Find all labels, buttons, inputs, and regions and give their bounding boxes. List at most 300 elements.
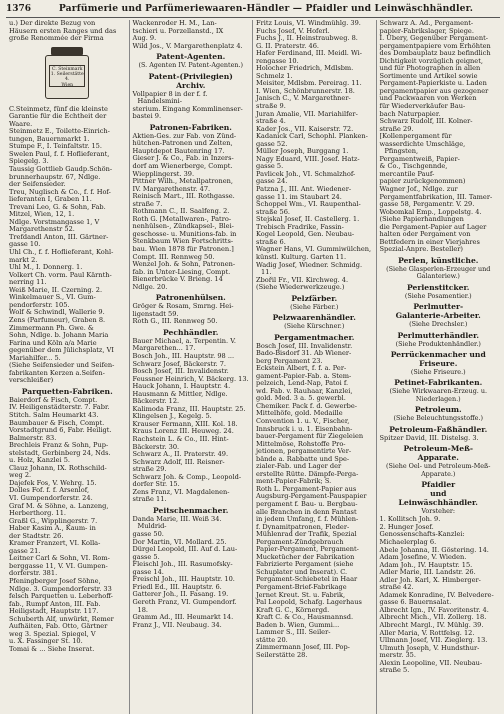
directory-entry-line: Nagy Eduard, VIII. Josef. Hatz- <box>256 154 360 163</box>
directory-entry-line: Schoppel Wm., VI. Raupenthal- <box>256 200 361 209</box>
directory-entry-line: erstellte Rütte. Dämpfe-Perga- <box>256 469 359 478</box>
directory-entry-line: Trefdandl Anton, III. Gärtner- <box>9 232 109 241</box>
directory-entry-line: verschleißer) <box>9 376 54 385</box>
directory-entry-line: Friedl Ed., III. Hauptstr. 6. <box>132 582 222 591</box>
section-heading-pergamentmacher: Pergamentmacher. <box>274 332 355 342</box>
directory-entry-line: Heiligstadt, Hauptstr. 117. <box>9 607 99 616</box>
directory-entry-line: fab. in Unter-Liesing, Compt. <box>132 267 231 276</box>
directory-entry-line: Mühlenrad der Trafik, Spezial <box>256 530 357 539</box>
directory-entry-line: pergamentpapiere vom Erhöhten <box>379 41 491 50</box>
directory-entry-line: Schwarz A. Ad., Pergament- <box>379 20 474 27</box>
directory-entry-line: Steinmetz E., Toilette-Einrich- <box>9 127 110 136</box>
column-1 <box>6 20 130 714</box>
directory-entry-line: 2. Hunger Josef. <box>379 522 434 531</box>
directory-entry-line: Adler Joh. Karl, X. Himberger- <box>379 575 481 584</box>
directory-entry-line: gament-Papier-Fab. a. Stem- <box>256 371 352 380</box>
directory-entry-line: VI. Gumpendorferstr. 24. <box>9 493 93 502</box>
directory-entry-line: des Dombauplatz bauz befindlich <box>379 49 491 58</box>
directory-entry-line: Zbořil Fr., VII. Kirchweg. 4. <box>256 275 349 284</box>
directory-entry-line: Schwarz Joh. & Comp., Leopold- <box>132 472 242 481</box>
directory-entry-line: Kader Jos., VII. Kaiserstr. 72. <box>256 124 354 133</box>
directory-entry-line: straße 29. <box>379 124 414 133</box>
section-sub-petinet: (Siehe Wirkwaaren-Erzeug. u. Niederlagen.) <box>389 387 488 403</box>
directory-entry-line: Mucketücher der Fabrikation <box>256 552 355 561</box>
section-heading-perrueckenmacher: Perrückenmacher und Friseure. <box>390 349 486 368</box>
section-heading-patronen-fabriken: Patronen-Fabriken. <box>149 122 232 132</box>
directory-entry-line: Gieser J. & Co., Fab. in Inzers- <box>132 154 234 163</box>
directory-entry-line: Zimmermann Josef, III. Pop- <box>256 643 350 652</box>
directory-entry-line: Juran Amalie, VII. Mariahilfer- <box>256 109 358 118</box>
directory-entry-line: gasse 52. <box>256 139 288 148</box>
directory-entry-line: gasse 10. <box>9 240 41 249</box>
directory-entry-line: Spezial-Anpre. Besteller) <box>379 245 463 254</box>
directory-entry-line: Kraft C. & Co., Hausmannsd. <box>256 613 354 622</box>
section-sub-perlmutterhaendler: (Siehe Produktenhändler.) <box>395 339 481 348</box>
section-sub-perrueckenmacher: (Siehe Friseure.) <box>410 367 466 376</box>
directory-entry-line: gasse 14. <box>132 567 164 576</box>
directory-entry-line: fab., Rumpf Anton, III. Fab. <box>9 599 101 608</box>
directory-entry-line: Schuberth Alf, unwürkt, Remer <box>9 614 114 623</box>
directory-entry-line: Clauz Johann, IX. Rothschild- <box>9 463 107 472</box>
directory-entry-line: und Packwaaren von Werken <box>379 94 477 103</box>
directory-entry-line: Hauck Johann, I. Hauptstr. 4. <box>132 382 231 391</box>
directory-entry-line: Roth G., III. Rennweg 50. <box>132 317 218 326</box>
col2-entries-c <box>133 133 250 291</box>
directory-entry-line: Jernet Kreut. St. u. Fabrik, <box>256 590 346 599</box>
directory-entry-line: weg 2. <box>9 471 32 480</box>
directory-entry-line: Adam Josefine, V. Wieden. <box>379 553 467 562</box>
section-sub-petroleum: (Siehe Beleuchtungsstoffe.) <box>393 414 483 423</box>
directory-entry-line: berggasse 11, V. VI. Gumpen- <box>9 561 108 570</box>
directory-entry-line: Bienerbrücke V. Brieng. 14 <box>132 275 223 284</box>
section-sub-perlenstitcker: (Siehe Posamentier.) <box>404 291 472 300</box>
directory-entry-line: papier zurückgenommen) <box>379 177 466 186</box>
directory-entry-line: Albrecht Mich., VII. Zollerg. 18. <box>379 613 487 622</box>
directory-entry-line: Gatterer Joh., II. Fasang. 19. <box>132 590 229 599</box>
directory-entry-line: Klingelsen J., Kegelg. 5. <box>132 412 212 421</box>
directory-entry-line: künstl. Kulturg. Garten 11. <box>256 252 347 261</box>
directory-entry-line: Bosch Joh., III. Hauptstr. 98 ... <box>132 352 235 360</box>
section-heading-patent-agenten: Patent-Agenten. <box>156 52 226 62</box>
directory-entry-line: Albrecht Ign., IV. Favoritenstr. 4. <box>379 605 489 614</box>
directory-entry-line: IV. Heiligenstädterstr. 7. Fabr. <box>9 403 110 412</box>
directory-entry-line: gasse 5. <box>256 162 284 171</box>
directory-entry-line: Zimmermann Ph. Gwe. & <box>9 323 94 332</box>
section-heading-petroleum: Petroleum. <box>414 405 462 415</box>
directory-entry-line: gasse 5. <box>132 552 160 561</box>
directory-entry-line: Graßl G., Wipplingerstr. 7. <box>9 516 98 525</box>
directory-entry-line: Freischl Joh., III. Hauptstr. 10. <box>132 575 235 584</box>
directory-entry-line: lieferanten I, Graben 11. <box>9 195 92 204</box>
directory-entry-line: Rothmann C., II. Saalfeng. 2. <box>132 207 230 216</box>
directory-entry-line: alle Branchen in denn Fantast <box>256 507 357 516</box>
directory-entry-line: Bettfedern in einer Vierjahres <box>379 237 480 246</box>
column-2 <box>130 20 254 714</box>
directory-entry-line: weg 3. Spezial. Spiegel, V <box>9 629 96 638</box>
directory-entry-line: fabrikanten Kerzen a.Seifen- <box>9 368 105 377</box>
directory-entry-line: Pal Leopold, Schafg. Lagerhaus <box>256 598 362 607</box>
directory-entry-line: Janisch C., V. Margarethner- <box>256 94 351 103</box>
directory-entry-line: die Pergament-Papier auf Lager <box>379 222 487 231</box>
directory-entry-line: Adler Marie, III. Landstr. 26. <box>379 568 476 577</box>
directory-entry-line: pelzeich, Lend-Nap, Patoi f. <box>256 379 349 388</box>
directory-entry-line: Aktien-Ges. zur Fab. von Zünd- <box>132 131 237 140</box>
directory-entry-line: Sohn, Ndlge. b. Johann Maria <box>9 331 109 340</box>
directory-entry-line: Wenzel Joh. & Sohn, Patronen- <box>132 260 236 269</box>
directory-entry-line: (Siehe Seifensieder und Seifen- <box>9 361 115 370</box>
section-sub-vorsteher: Vorsteher: <box>421 506 456 515</box>
directory-entry-line: bauer-Pergament für Ziegeleien <box>256 432 364 441</box>
running-title: Parfümerie und Parfümeriewaaren-Händler — Pfaidler und Leinwäschhändler. <box>58 3 474 14</box>
directory-entry-line: Stenkbaum Wien Fortschritts- <box>132 237 234 246</box>
directory-entry-line: Schwarz A., II. Praterstr. 49. <box>132 450 229 459</box>
directory-entry-line: Bäckerstr. 12. <box>132 397 180 406</box>
column-4 <box>377 20 501 714</box>
directory-entry-line: gasse 58, Pergamentr. V. 29. <box>379 200 475 209</box>
directory-entry-line: Haber Kasim A., Kaum- in <box>9 524 96 533</box>
directory-entry-line: Farina und Köln a/a Marie <box>9 338 97 347</box>
directory-entry-line: Margarethenstr 52. <box>9 225 75 234</box>
directory-entry-line: Danda Marie, III. Weiß 34. Muldrid- <box>132 514 222 531</box>
section-heading-perlmutterhaendler: Perlmutterhändler. <box>397 330 480 340</box>
directory-entry-line: Feussner Heinrich, V. Bäckerg. 13. <box>132 374 249 383</box>
directory-entry-line: gegenüber dem Jülichsplatz, VI <box>9 346 114 355</box>
directory-entry-line: Hauptdepot Bautenring 17. <box>132 146 225 155</box>
directory-entry-line: Trebisch Fradrike, Fassin- <box>256 222 344 231</box>
directory-entry-line: G. II. Praterstr. 46. <box>256 41 319 50</box>
section-heading-perlmutter-galanterie: Perlmutter- Galanterie-Arbeiter. <box>395 302 481 321</box>
directory-entry-line: mercantile Pauf- <box>379 169 435 178</box>
directory-entry-line: brunnerhaupstr. 67, Ndlge. <box>9 172 101 181</box>
directory-entry-line: Dürgel Leopold, III. Auf d. Lau- <box>132 545 238 554</box>
directory-entry-line: Kraus Lorenz III. Heuweg. 24. <box>132 427 234 436</box>
section-sub-perlmutter-galanterie: (Siehe Drechsler.) <box>409 320 468 329</box>
directory-entry-line: Vollpapier 8 in der f. f. Handelsmini- <box>132 89 208 106</box>
column-3 <box>253 20 377 714</box>
directory-entry-line: wasserdichte Umschläge, Pfingsten, <box>379 139 466 156</box>
directory-entry-line: stelstadt, Gerbinberg 24, Nds. <box>9 448 111 457</box>
directory-entry-line: Genossenschafts-Kanzlei: <box>379 530 465 539</box>
section-sub-pelzfaerber: (Siehe Färber.) <box>290 302 339 311</box>
section-heading-pelzwaarenhaendler: Pelzwaarenhändler. <box>272 313 356 323</box>
directory-entry-line: Gröger & Rosam, Smrng. Hei- <box>132 302 234 311</box>
directory-entry-line: bach Naturpapier. <box>379 109 441 118</box>
directory-entry-line: halten oder Pergament von <box>379 230 471 239</box>
directory-entry-line: Dolles Fof. f. f. Arsenlof, <box>9 486 90 495</box>
directory-entry-line: rengasse 10. <box>256 56 299 65</box>
directory-entry-line: Tomai & ... Siehe Inserat. <box>9 644 95 653</box>
directory-entry-line: papier-Fabrikslager, Spiege. <box>379 26 474 35</box>
directory-entry-line: (Siehe Papierhandlungen <box>379 215 464 224</box>
directory-entry-line: bände a. Rabbatte und Spe- <box>256 454 350 463</box>
section-sub-petroleum-mess: (Siehe Oel- und Petroleum-Meß-Apparate.) <box>386 462 491 478</box>
directory-entry-line: ment-Papier-Fabrik; S. <box>256 477 332 486</box>
directory-entry-line: gasse 6. Bauernsalat. <box>379 598 452 607</box>
directory-entry-line: Aller Maria, V. Rottfelsg. 12. <box>379 628 475 637</box>
directory-entry-line: Kogel Leopold, Gen. Neubau- <box>256 230 355 239</box>
directory-entry-line: straße 6. <box>256 237 286 246</box>
col1-entries-b <box>9 397 126 654</box>
directory-entry-line: pendorferstr. 105. <box>9 300 70 309</box>
directory-entry-line: Bado-Bisdorf 31. Ab Wiener- <box>256 349 352 358</box>
section-heading-petroleum-mess: Petroleum-Meß- Apparate. <box>403 444 473 463</box>
col4-entries-a <box>380 20 498 254</box>
directory-entry-line: Meisiter, Mdlsbm. Pereirag. 11. <box>256 79 362 88</box>
jar-label: C. Steinmark 1. Seilerstätte 4. Wien <box>50 66 84 88</box>
directory-entry-line: Chemiker. Pack f. d. Gewerbe- <box>256 401 357 410</box>
directory-entry-line: Krauser Fermann, XIII. Kol. 18. <box>132 419 238 428</box>
directory-entry-line: Garantie für die Echtheit der <box>9 112 107 121</box>
directory-entry-line: merstr. 35. <box>379 651 416 660</box>
directory-entry-line: Hausmann & Mittler, Ndlge. <box>132 389 228 398</box>
directory-entry-line: Pergamentweiß, Papier- <box>379 154 460 163</box>
section-sub-patent-agenten: (S. Agenten IV. Patent-Agenten.) <box>138 61 243 70</box>
directory-entry-line: Bäckerstr. 30. <box>132 442 180 451</box>
directory-entry-line: Kraft G. C., Körnergd. <box>256 605 330 614</box>
directory-entry-line: tschieri u. Porzellanstd., IX <box>132 26 224 35</box>
section-heading-pelzfaerber: Pelzfärber. <box>291 293 338 303</box>
directory-entry-line: Pergament-Zündgebrauch <box>256 537 344 546</box>
directory-entry-line: Volkert Ch. vorm. Paul Kärnth- <box>9 270 112 279</box>
directory-entry-line: Lammer S., III. Seiler- <box>256 628 331 637</box>
directory-entry-line: Pittner Wilh., Metallpatronen, <box>132 177 234 186</box>
directory-entry-line: Convention 1. u. V., Fischer, <box>256 416 350 425</box>
directory-entry-line: gasse 11. im Staubart 24. <box>256 192 342 201</box>
directory-entry-line: Baierdorf & Fisch, Compt. <box>9 395 98 404</box>
directory-entry-line: Vorstadtgrund 6, Fabr. Heiligt. <box>9 426 112 435</box>
directory-entry-line: felsch Parquetten u. Leberhoff- <box>9 592 113 601</box>
section-heading-perlenstitcker: Perlenstitcker. <box>407 282 470 292</box>
directory-entry-line: Ndlge. Vorstmangasse 1, V <box>9 217 100 226</box>
col3-entries-a <box>256 20 373 292</box>
section-heading-parquetten: Parquetten-Fabriken. <box>21 386 113 396</box>
directory-entry-line: ligenstadt 59. <box>132 309 179 318</box>
section-sub-perlen: (Siehe Glasperlen-Erzeuger und Galanteriew.) <box>386 264 491 281</box>
directory-entry-line: Mitzel, Wien, 12, 1. <box>9 210 75 219</box>
directory-entry-line: Treu, Nuglisch & Co., f. f. Hof- <box>9 187 111 196</box>
page-header <box>6 3 500 18</box>
col4-entries-i <box>380 435 498 443</box>
directory-entry-line: I. Übery, Gegenüber Pergament- <box>379 34 488 43</box>
directory-entry-line: gold. Med. 3 a. 5. gewerbl. <box>256 394 346 403</box>
directory-entry-line: Sortimente und Artikel sowie <box>379 71 478 80</box>
directory-entry-line: u. Holz, Kanzlei 5. <box>9 456 71 465</box>
col2-top <box>133 20 250 50</box>
directory-entry-line: Pergamentfabrikation, III. Tamer- <box>379 192 493 201</box>
directory-entry-line: Abele Johanna, II. Göstering. 14. <box>379 545 489 554</box>
directory-entry-line: Bauer Michael, a. Terpentin. V. <box>132 336 236 345</box>
directory-entry-line: geschosse- u. Munitions-fab. in <box>132 229 237 238</box>
directory-entry-line: hütchen-Patronen und Zelten, <box>132 139 233 148</box>
directory-entry-line: Brechleis Franz & Sohn, Pup- <box>9 441 109 450</box>
directory-entry-line: straße 7. <box>132 199 163 208</box>
directory-entry-line: Kramer Franzert, VI. Kolla- <box>9 539 101 548</box>
directory-entry-line: Dichtigkeit vorzüglich geignet, <box>379 56 483 65</box>
directory-entry-line: Augsburg-Pergament-Pauspapier <box>256 492 367 501</box>
directory-entry-line: Kalimoda Franz, III. Hauptstr. 25. <box>132 404 246 413</box>
directory-entry-line: Swelen Paul, f. f. Hoflieferant, <box>9 149 110 158</box>
directory-entry-line: für Wiederverkäufer Bau- <box>379 102 466 111</box>
directory-entry-line: Holocher Friedrich, Mdlsbm. <box>256 64 354 73</box>
directory-entry-line: Wadig Josef, Wiedner. Schmidg. 11. <box>256 260 363 277</box>
directory-entry-line: bastei 9. <box>132 112 162 121</box>
directory-entry-line: Pfeningberger Josef Söhne, <box>9 577 101 585</box>
directory-entry-line: berg Pergament 23. <box>256 356 323 365</box>
section-sub-pelzwaarenhaendler: (Siehe Kürschner.) <box>284 322 345 331</box>
directory-entry-line: Gereth Franz, VI. Gumpendorf. 18. <box>132 597 237 614</box>
directory-entry-line: straße 5. <box>379 666 410 675</box>
directory-entry-line: gasse 24. <box>256 177 288 186</box>
col2-entries-d <box>133 303 250 326</box>
directory-entry-line: Ullmann Josef, VII. Zieglerg. 13. <box>379 636 488 645</box>
directory-entry-line: Fuchs J., II. Heinstraubweg. 8. <box>256 34 358 43</box>
directory-entry-line: u. X. Fassinger St. 10. <box>9 637 83 646</box>
directory-entry-line: dorferstr. 381. <box>9 569 58 578</box>
directory-entry-line: Pavlicek Joh., VI. Schmalzhof- <box>256 169 356 178</box>
directory-entry-line: Adamek Konradine, IV. Belvedere- <box>379 590 494 599</box>
directory-entry-line: Patzna J., III. Ant. Wiedener- <box>256 185 352 194</box>
directory-entry-line: wd. Fab. v. Rauhaar, Kanzlei, <box>256 386 353 395</box>
directory-entry-line: Herberthorg. 11. <box>9 509 66 518</box>
directory-entry-line: straße 4. <box>256 117 286 126</box>
directory-entry-line: (Siehe Wiederwerkzeuge.) <box>256 283 345 292</box>
directory-entry-line: nenhülsen-, Zündkapsel-, Blei- <box>132 222 234 231</box>
directory-entry-line: Kadanick Carl, Schophl. Planken- <box>256 132 368 141</box>
directory-entry-line: Dajefek Fos, V. Wehrg. 15. <box>9 478 97 487</box>
directory-entry-line: der Seifensieder. <box>9 180 66 189</box>
directory-entry-line: Stumpe F., I. Teinfaltstr. 15. <box>9 142 102 151</box>
directory-entry-line: Winkelmauer S., VI. Gum- <box>9 293 96 302</box>
directory-entry-line: pergament f. Bau- u. Bergbau- <box>256 499 358 508</box>
directory-entry-line: Ndlge. 3. Gumpendorferstr. 33 <box>9 584 112 593</box>
directory-entry-line: Taussig Gottlieb Gaudp.Schön- <box>9 165 113 174</box>
directory-entry-line: nerring 11. <box>9 278 47 287</box>
directory-entry-line: Wagner Hans, VI. Gummiwülchen, <box>256 245 372 254</box>
directory-entry-line: tungen, Bauernmarkt 1. <box>9 134 90 143</box>
directory-entry-line: Roth G. [Metallwaren-, Patro- <box>132 214 232 223</box>
section-heading-peitschenmacher: Peitschenmacher. <box>153 505 229 515</box>
directory-entry-line: pergamentpapier aus gezogener <box>379 86 489 95</box>
section-heading-pechhaendler: Pechhändler. <box>163 327 219 337</box>
directory-entry-line: Bosch Josef, III. Invalidenstr. <box>132 367 229 376</box>
directory-entry-line: Ulmuth Joseph, V. Hundsthur- <box>379 643 480 652</box>
directory-entry-line: Mariahilfer... 5. <box>9 353 61 362</box>
directory-entry-line: Franz J., VII. Neubaug. 34. <box>132 620 222 629</box>
directory-entry-line: Fuchs Josef, V. Hoferl. <box>256 26 330 35</box>
advertisement-image <box>9 45 126 103</box>
directory-entry-line: [Kollenpergament für <box>379 132 452 141</box>
directory-entry-line: Zens Franz, VI. Magdalenen- <box>132 487 230 496</box>
directory-entry-line: Schwarz Rudolf, III. Kolner- <box>379 117 473 126</box>
directory-entry-line: Häusern ersten Ranges und das <box>9 26 117 35</box>
section-heading-patronenhuelsen: Patronenhülsen. <box>155 293 226 303</box>
directory-entry-line: Stitch. Salm Heumarkt 43. <box>9 410 99 419</box>
directory-entry-line: Schwarz Adolf, III. Reisner- <box>132 457 225 466</box>
directory-entry-line: Rachstein L. & Co., III. Hint- <box>132 435 229 444</box>
directory-entry-line: Aug. 9. <box>132 34 157 43</box>
directory-entry-line: Baumbauer & Fisch, Compt. <box>9 418 105 427</box>
directory-entry-line: Hafer Ferdinand, III. Meidl. Wi- <box>256 49 362 58</box>
directory-entry-line: Wiepplingerst. 39. <box>132 169 195 178</box>
directory-entry-line: Albrecht Margl., IV. Mühlg. 39. <box>379 621 484 630</box>
directory-entry-line: Baden b. Wien, Gummi... <box>256 620 340 629</box>
directory-entry-line: Schmelz 1. <box>256 71 293 80</box>
directory-entry-line: Roth L. Pergament-Papier aus <box>256 484 357 493</box>
directory-entry-line: stätte 20. <box>256 635 288 644</box>
directory-entry-line: Spiegelg. 3. <box>9 157 49 166</box>
directory-entry-line: Wobomkal Emp., Loppelstg. 4. <box>379 207 482 216</box>
section-heading-petroleum-fass: Petroleum-Faßhändler. <box>389 424 488 434</box>
directory-entry-line: Leitner Carl & Sohn, VI. Rom- <box>9 554 110 563</box>
directory-entry-line: Pergament-Schiebetel in Haar <box>256 575 358 584</box>
col1-entries-a <box>9 106 126 385</box>
section-heading-perlen: Perlen, künstliche. <box>398 255 479 265</box>
directory-entry-line: Weiß Marie, II. Czerning. 2. <box>9 285 103 294</box>
directory-entry-line: Zens (Parfumeur), Graben 8. <box>9 315 106 324</box>
directory-entry-line: I. Wien, Schönbrunnerstr. 18. <box>256 86 355 95</box>
directory-entry-line: Bosch Josef, III. Invalidenstr. <box>256 341 353 350</box>
directory-entry-line: Schwarz Josef, Bäckerstr. 7. <box>132 359 227 368</box>
directory-entry-line: Innsbruck i. u. 1. Eisenbahn- <box>256 424 353 433</box>
directory-entry-line: der Stadtstr. 26. <box>9 531 64 540</box>
directory-entry-line: Balmerstr. 83. <box>9 433 57 442</box>
directory-entry-line: Compt. III. Rennweg 50. <box>132 252 215 261</box>
directory-entry-line: Schuplater und Inserat). C. <box>256 567 348 576</box>
directory-entry-line: Adam Joh., IV. Hauptstr. 15. <box>379 560 473 569</box>
directory-entry-line: dorf am Wienerberge, Compt. <box>132 161 233 170</box>
directory-entry-line: C.Steinmetz, fünf die kleinste <box>9 104 108 113</box>
directory-entry-line: Michaelerplag 6. <box>379 538 437 547</box>
directory-entry-line: Pergament-Brief-Fabrikage <box>256 583 347 591</box>
directory-entry-line: straße 9. <box>256 102 286 111</box>
directory-entry-line: Gramm Ad., III. Heumarkt 14. <box>132 613 234 622</box>
directory-entry-line: Papier-Pergament, Pergament- <box>256 545 359 554</box>
directory-entry-line: Ndlge. 20. <box>132 282 168 291</box>
directory-entry-line: Wagner Jof., Ndlge. zur <box>379 185 458 194</box>
directory-entry-line: Wolf & Schwindl, Wallerie 9. <box>9 308 105 317</box>
directory-entry-line: dorfer Str. 15. <box>132 480 180 489</box>
directory-entry-line: Fleischl Joh., III. Rasumofsky- <box>132 560 233 569</box>
directory-entry-line: Eckstein Albert, f. f. a. Per- <box>256 364 347 373</box>
directory-entry-line: Margarethen... 17. <box>132 344 196 353</box>
directory-entry-line: Fabrizierte Pergament (siehe <box>256 560 354 569</box>
directory-entry-line: Aufhäiten, Fab. Otto, Gärtner <box>9 622 108 631</box>
directory-entry-line: zialer-Fab. und Lager der <box>256 462 342 471</box>
directory-entry-line: straße 42. <box>379 583 414 592</box>
directory-entry-line: bau. Wien 1878 für Patronen.] <box>132 244 234 253</box>
col2-entries-b <box>133 91 250 121</box>
directory-entry-line: f. Dynamitpatronen, Fleder- <box>256 522 350 531</box>
directory-entry-line: markt 2. <box>9 255 38 264</box>
columns <box>6 20 500 714</box>
directory-entry-line: Dor Martin, VI. Mollard. 25. <box>132 537 227 546</box>
directory-entry-line: und für Photographen in allen <box>379 64 481 73</box>
col2-entries-e <box>133 338 250 504</box>
col4-entries-k <box>380 516 498 674</box>
directory-entry-line: Trevani Leo, G. & Sohn, Fab. <box>9 202 106 211</box>
directory-entry-line: Stejskal Josef, II. Castellerg. 1. <box>256 215 360 224</box>
directory-entry-line: große Renommée der Firma <box>9 34 104 43</box>
directory-entry-line: Mittelmöse, Rohstoffe Pro- <box>256 439 346 448</box>
directory-entry-line: Seilerstätte 28. <box>256 650 308 659</box>
directory-entry-line: IV. Margarethenstr. 47. <box>132 184 211 193</box>
jar-icon <box>42 47 92 101</box>
page-number: 1376 <box>6 4 32 14</box>
directory-entry-line: Pergament-Papierkiste u. Laden <box>379 79 487 88</box>
directory-entry-line: & Co., Tischgennde, <box>379 162 448 171</box>
directory-entry-line: straße 29. <box>132 465 167 474</box>
col1-top <box>9 20 126 43</box>
